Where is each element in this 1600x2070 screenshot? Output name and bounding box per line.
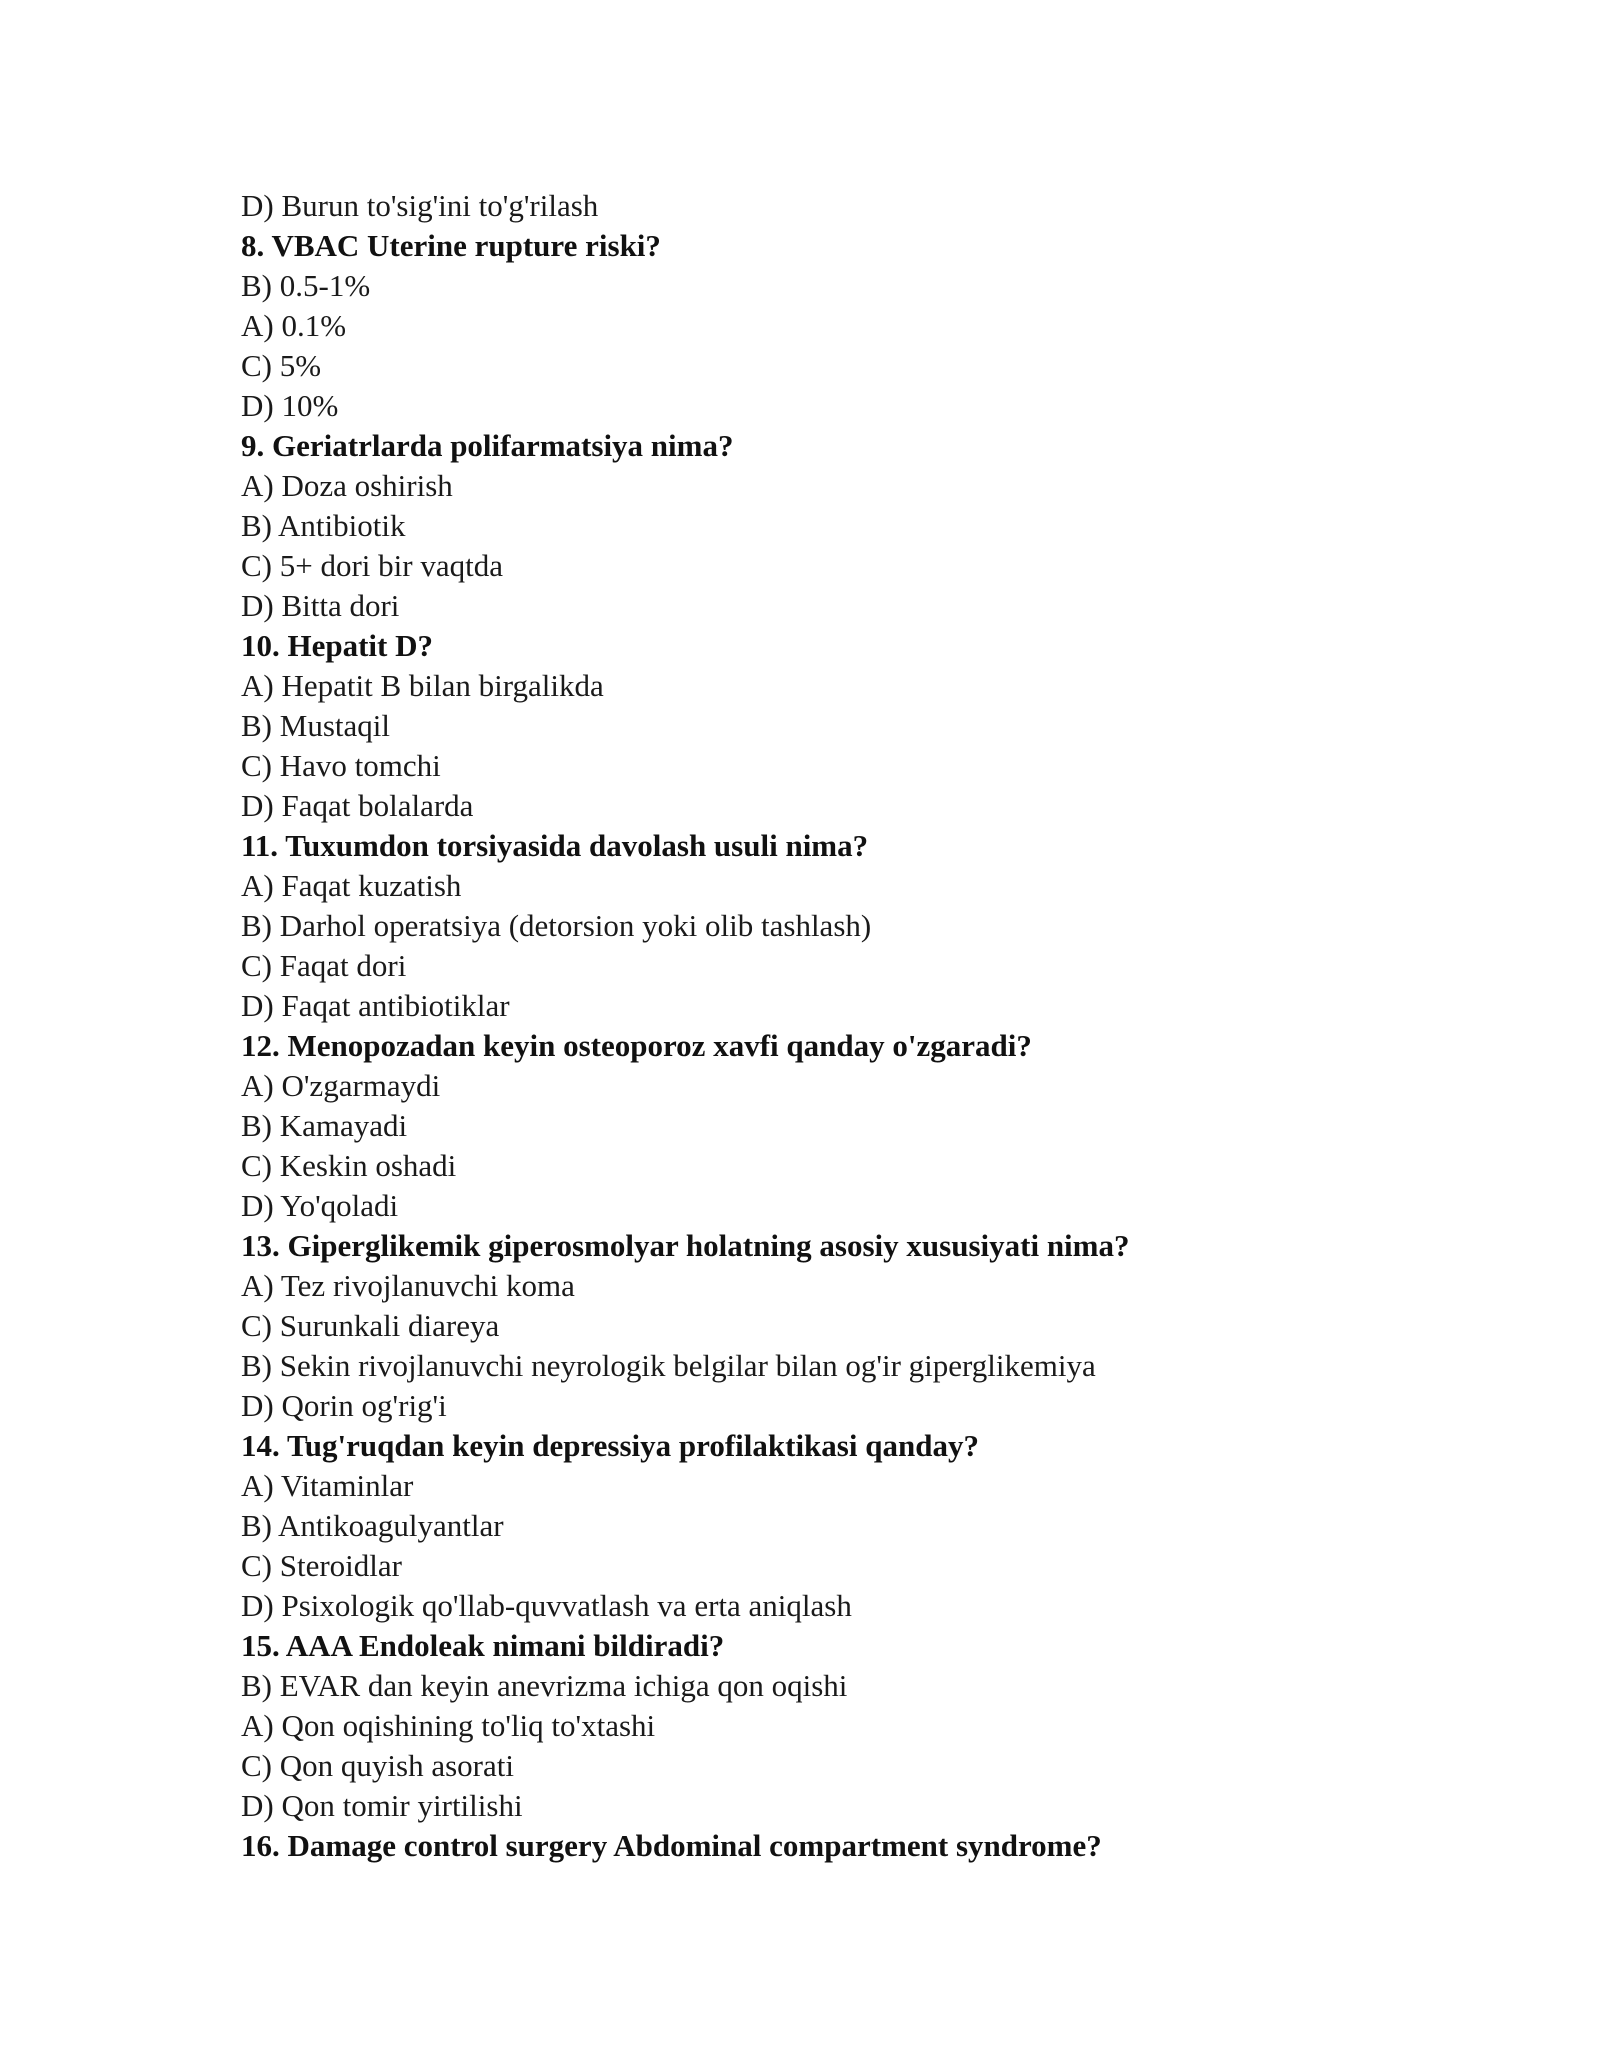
answer-option: A) Tez rivojlanuvchi koma [241, 1268, 575, 1303]
answer-option: A) Doza oshirish [241, 468, 453, 503]
answer-option: C) Surunkali diareya [241, 1308, 500, 1343]
answer-option: A) Hepatit B bilan birgalikda [241, 668, 604, 703]
answer-option: C) Qon quyish asorati [241, 1748, 514, 1783]
question-10: 10. Hepatit D? [241, 628, 434, 663]
answer-option: B) 0.5-1% [241, 268, 371, 303]
answer-option: C) Havo tomchi [241, 748, 441, 783]
answer-option: D) Yo'qoladi [241, 1188, 399, 1223]
answer-option: B) EVAR dan keyin anevrizma ichiga qon oqishi [241, 1668, 848, 1703]
answer-option: B) Antikoagulyantlar [241, 1508, 504, 1543]
answer-option: D) Faqat antibiotiklar [241, 988, 510, 1023]
answer-option: A) 0.1% [241, 308, 347, 343]
question-15: 15. AAA Endoleak nimani bildiradi? [241, 1628, 725, 1663]
answer-option: D) Burun to'sig'ini to'g'rilash [241, 188, 599, 223]
answer-option: C) 5% [241, 348, 322, 383]
answer-option: A) Vitaminlar [241, 1468, 414, 1503]
question-8: 8. VBAC Uterine rupture riski? [241, 228, 661, 263]
answer-option: D) Bitta dori [241, 588, 400, 623]
question-11: 11. Tuxumdon torsiyasida davolash usuli nima? [241, 828, 869, 863]
question-16: 16. Damage control surgery Abdominal compartment syndrome? [241, 1828, 1102, 1863]
answer-option: B) Darhol operatsiya (detorsion yoki olib tashlash) [241, 908, 872, 943]
answer-option: D) 10% [241, 388, 339, 423]
answer-option: D) Psixologik qo'llab-quvvatlash va erta aniqlash [241, 1588, 852, 1623]
answer-option: D) Faqat bolalarda [241, 788, 474, 823]
answer-option: C) Keskin oshadi [241, 1148, 457, 1183]
question-12: 12. Menopozadan keyin osteoporoz xavfi qanday o'zgaradi? [241, 1028, 1032, 1063]
question-14: 14. Tug'ruqdan keyin depressiya profilaktikasi qanday? [241, 1428, 979, 1463]
answer-option: B) Antibiotik [241, 508, 406, 543]
answer-option: C) Steroidlar [241, 1548, 402, 1583]
answer-option: B) Kamayadi [241, 1108, 408, 1143]
answer-option: D) Qon tomir yirtilishi [241, 1788, 523, 1823]
answer-option: C) 5+ dori bir vaqtda [241, 548, 503, 583]
quiz-content [241, 186, 1421, 1866]
answer-option: A) Qon oqishining to'liq to'xtashi [241, 1708, 656, 1743]
question-13: 13. Giperglikemik giperosmolyar holatning asosiy xususiyati nima? [241, 1228, 1130, 1263]
question-9: 9. Geriatrlarda polifarmatsiya nima? [241, 428, 734, 463]
answer-option: B) Mustaqil [241, 708, 390, 743]
answer-option: A) O'zgarmaydi [241, 1068, 441, 1103]
answer-option: C) Faqat dori [241, 948, 407, 983]
answer-option: A) Faqat kuzatish [241, 868, 462, 903]
answer-option: D) Qorin og'rig'i [241, 1388, 447, 1423]
answer-option: B) Sekin rivojlanuvchi neyrologik belgilar bilan og'ir giperglikemiya [241, 1348, 1096, 1383]
